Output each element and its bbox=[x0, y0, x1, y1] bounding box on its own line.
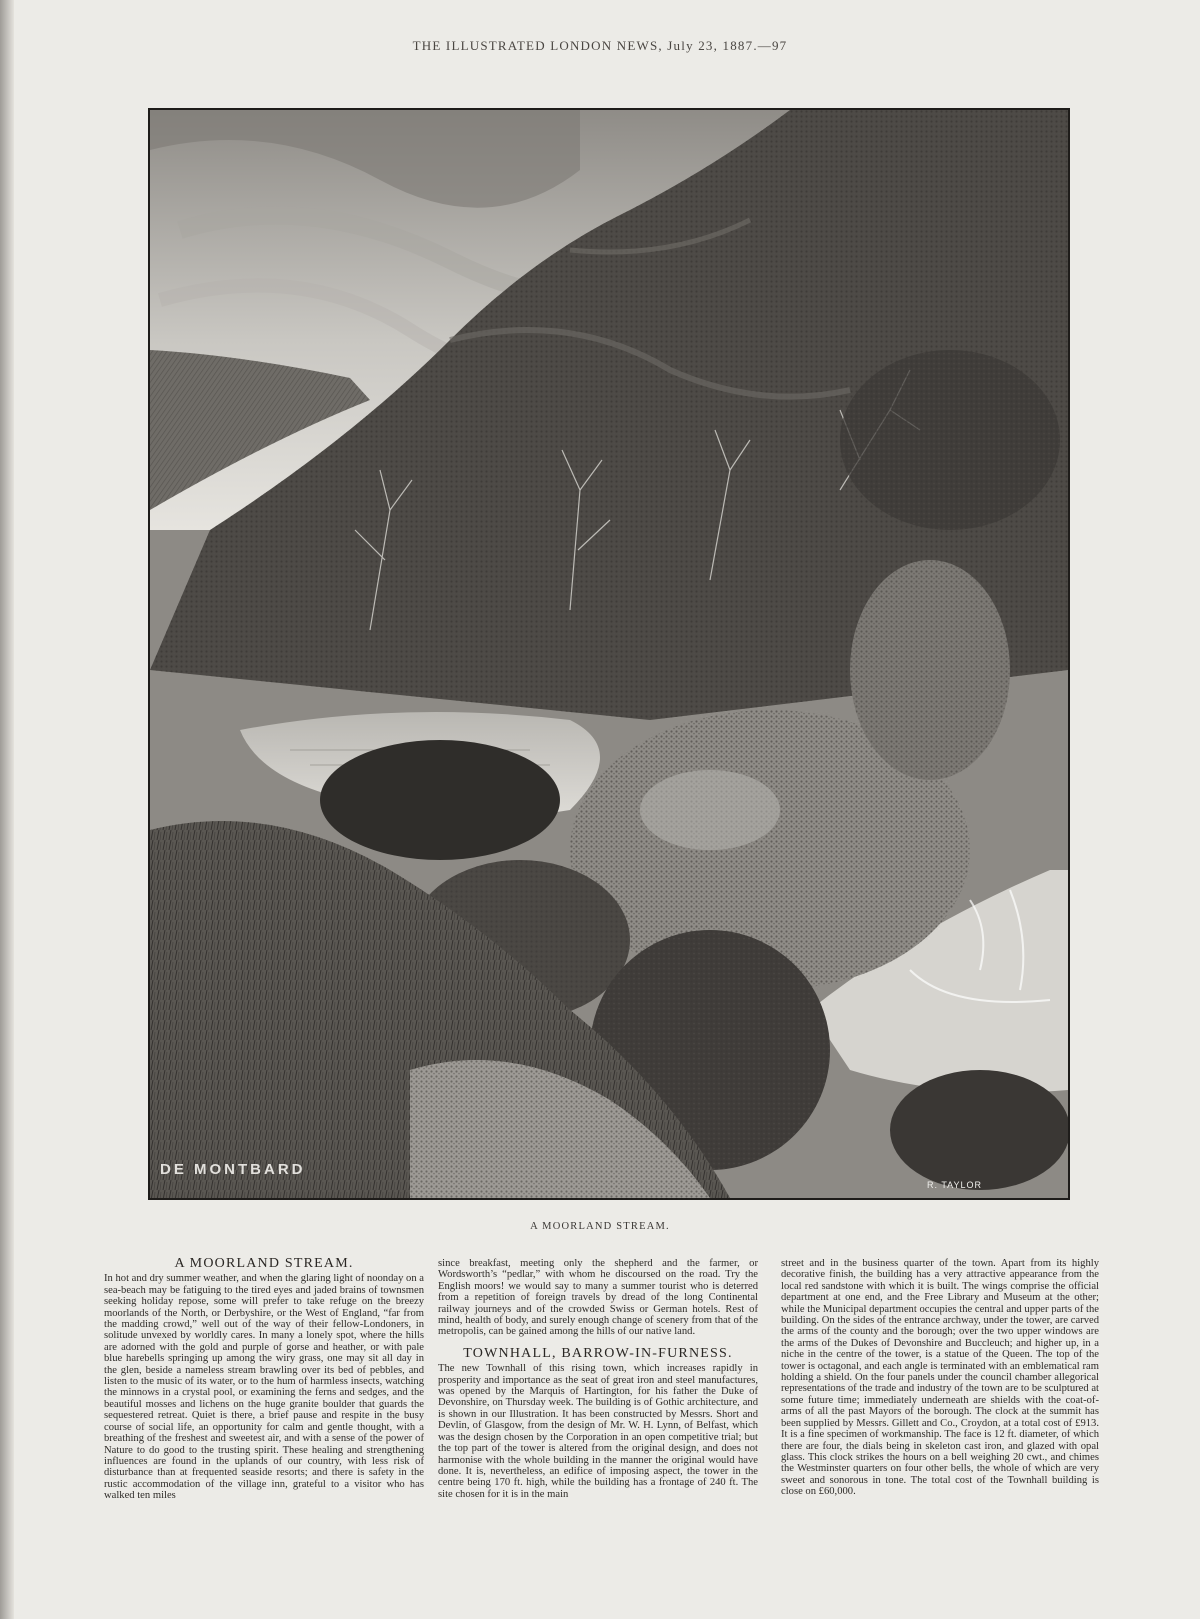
masthead: THE ILLUSTRATED LONDON NEWS, July 23, 1887.—97 bbox=[412, 38, 788, 53]
text-column-3 bbox=[781, 1258, 1099, 1498]
article-title-townhall: TOWNHALL, BARROW-IN-FURNESS. bbox=[463, 1345, 733, 1361]
engraving-scene bbox=[150, 110, 1068, 1198]
text-column-1 bbox=[104, 1258, 424, 1502]
text-column-2 bbox=[438, 1258, 758, 1500]
article-body-moorland-stream-part1: In hot and dry summer weather, and when the glaring light of noonday on a sea-beach may be fatiguing to the tired eyes and jaded brains of townsmen seeking holiday repose, some will prefer to take refuge on the breezy moorlands of the North, or Derbyshire, or the West of England, “far from the madding crowd,” well out of the way of their fellow-Londoners, in solitude unvexed by worldly cares. In many a lonely spot, where the hills are adorned with the gold and purple of gorse and heather, or with pale blue harebells springing up among the wiry grass, one may sit all day in the glen, beside a nameless stream brawling over its bed of pebbles, and listen to the music of its water, or to the hum of harmless insects, watching the minnows in a crystal pool, or examining the ferns and sedges, and the beautiful mosses and lichens on the huge granite boulder that guards the sequestered retreat. Quiet is there, a brief pause and respite in the busy course of social life, an opportunity for calm and gentle thought, with a breathing of the freshest and sweetest air, and with a sense of the power of Nature to do good to the trusting spirit. These healing and strengthening influences are found in the uplands of our country, with less risk of disturbance than at frequented seaside resorts; and there is safety in the rustic accommodation of the village inn, grateful to a visitor who has walked ten miles bbox=[104, 1273, 424, 1502]
article-body-townhall-part1: The new Townhall of this rising town, which increases rapidly in prosperity and importance as the seat of great iron and steel manufactures, was opened by the Marquis of Hartington, for his father the Duke of Devonshire, on Thursday week. The building is of Gothic architecture, and is shown in our Illustration. It has been constructed by Messrs. Short and Devlin, of Glasgow, from the design of Mr. W. H. Lynn, of Belfast, which was the design chosen by the Corporation in an open competitive trial; but the top part of the tower is altered from the original design, and does not harmonise with the whole building in the manner the original would have done. It is, nevertheless, an edifice of imposing aspect, the tower in the centre being 170 ft. high, while the building has a frontage of 240 ft. The site chosen for it is in the main bbox=[438, 1363, 758, 1500]
artist-signature-right: R. TAYLOR bbox=[926, 1180, 982, 1190]
article-body-moorland-stream-part2: since breakfast, meeting only the shepherd and the farmer, or Wordsworth’s “pedlar,” with whom he discoursed on the road. Try the English moors! we would say to many a summer tourist who is deterred from a repetition of foreign travels by dread of the long Continental railway journeys and of the crowded Swiss or German hotels. Rest of mind, health of body, and surely enough change of scenery from that of the metropolis, can be gained among the hills of our native land. bbox=[438, 1258, 758, 1338]
article-title-moorland-stream: A MOORLAND STREAM. bbox=[174, 1256, 354, 1271]
moorland-stream-engraving bbox=[148, 108, 1070, 1200]
illustration-caption: A MOORLAND STREAM. bbox=[530, 1221, 670, 1232]
article-body-townhall-part2: street and in the business quarter of the town. Apart from its highly decorative finish, the building has a very attractive appearance from the local red sandstone with which it is built. The wings comprise the official department at one end, and the Free Library and Museum at the other; while the Municipal department occupies the central and upper parts of the building. On the sides of the entrance archway, under the tower, are carved the arms of the county and the borough; over the two upper windows are the arms of the Dukes of Devonshire and Buccleuch; and higher up, in a niche in the centre of the tower, is a statue of the Queen. The top of the tower is octagonal, and each angle is terminated with an emblematical ram holding a shield. On the four panels under the council chamber allegorical representations of the trade and industry of the town are to be sculptured at some future time; immediately underneath are shields with the coat-of-arms of all the past Mayors of the borough. The clock at the summit has been supplied by Messrs. Gillett and Co., Croydon, at a total cost of £913. It is a fine specimen of workmanship. The face is 12 ft. diameter, of which there are four, the dials being in skeleton cast iron, and glazed with opal glass. This clock strikes the hours on a bell weighing 20 cwt., and chimes the Westminster quarters on four other bells, the whole of which are very sweet and sonorous in tone. The total cost of the Townhall building is close on £60,000. bbox=[781, 1258, 1099, 1498]
artist-signature-left: DE MONTBARD bbox=[160, 1161, 306, 1178]
